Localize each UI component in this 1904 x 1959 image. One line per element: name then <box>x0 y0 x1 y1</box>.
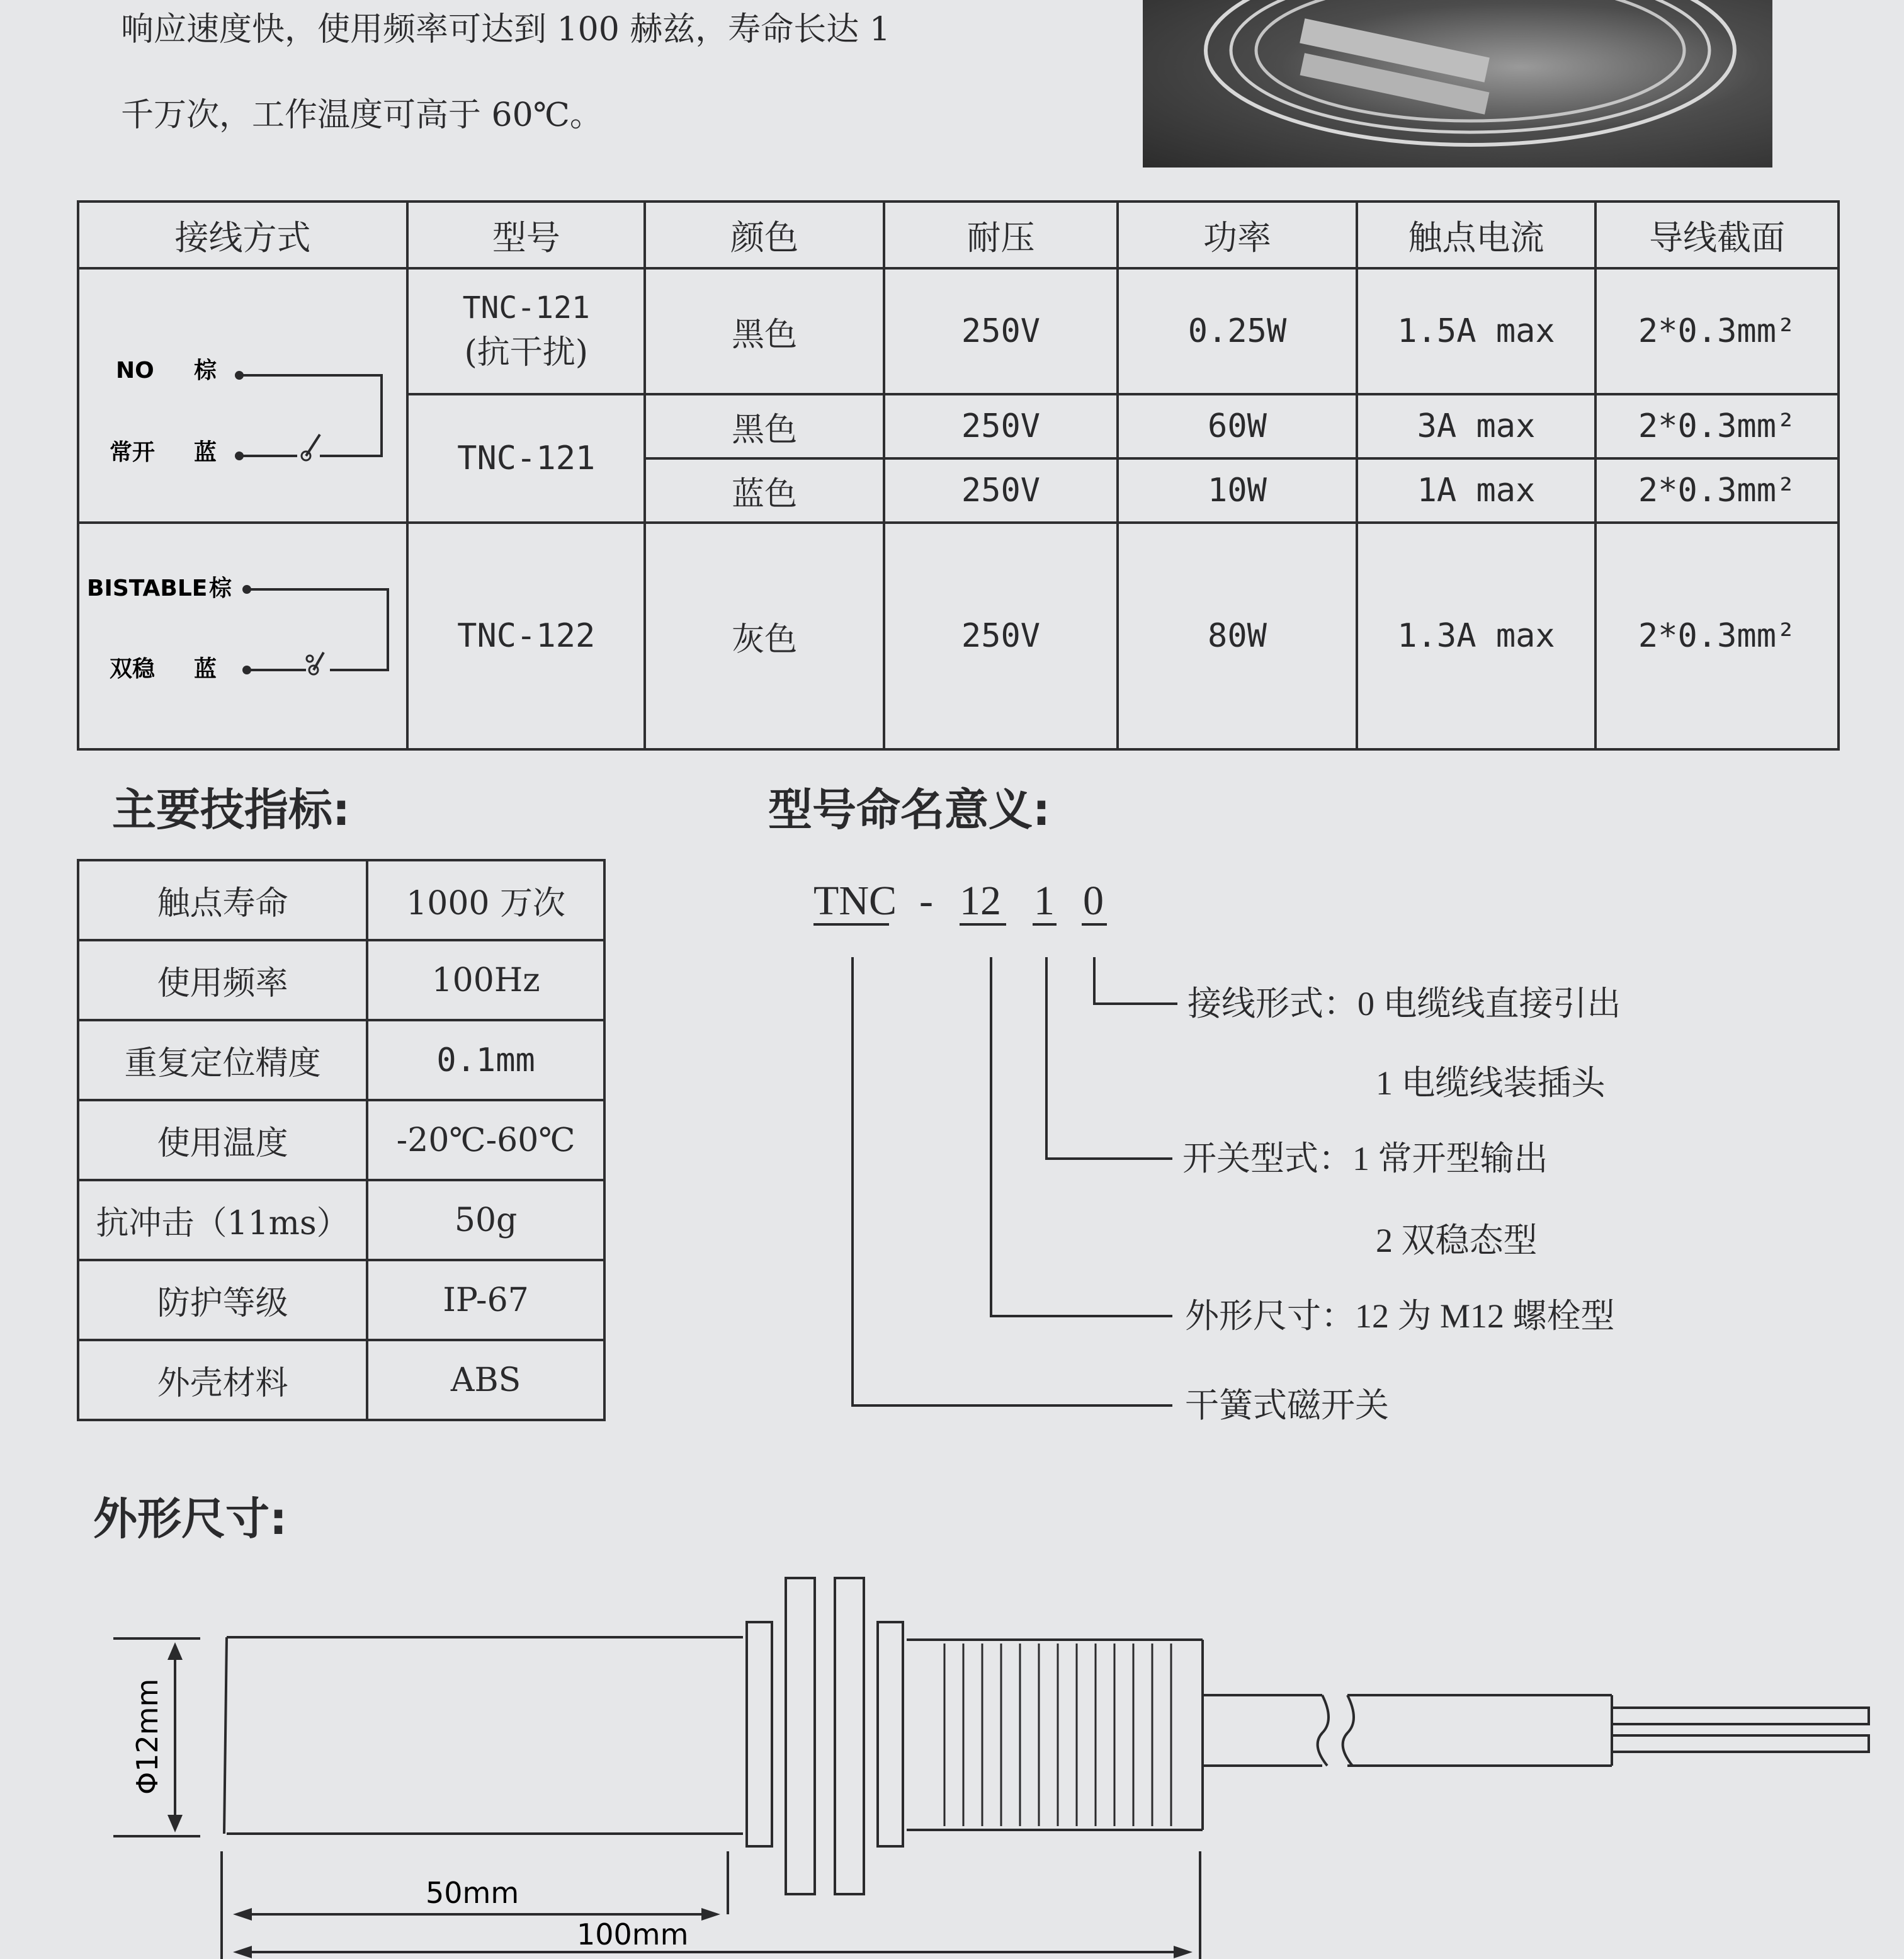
tech-key: 重复定位精度 <box>78 1020 367 1100</box>
intro-line-2: 千万次，工作温度可高于 60℃。 <box>121 96 603 134</box>
tech-row <box>78 860 604 940</box>
brown-wire-label: 棕 <box>194 358 217 383</box>
row2-model: TNC-121 <box>407 394 645 523</box>
row2b-voltage: 250V <box>884 458 1118 523</box>
row3-voltage: 250V <box>884 523 1118 749</box>
code-dash: - <box>919 878 933 924</box>
row2a-power: 60W <box>1118 394 1357 458</box>
tech-key: 抗冲击（11ms） <box>78 1180 367 1260</box>
bistable-cn-label: 双稳 <box>110 656 156 682</box>
blue-wire-label: 蓝 <box>194 440 217 465</box>
dimension-drawing <box>0 1562 1904 1959</box>
header-section: 导线截面 <box>1595 202 1839 268</box>
desc-wiring: 接线形式：0 电缆线直接引出 <box>1187 985 1621 1023</box>
normally-open-label: 常开 <box>110 440 156 465</box>
tech-row <box>78 1100 604 1180</box>
wiring-no-cell <box>78 268 407 523</box>
tech-value: IP-67 <box>367 1260 604 1340</box>
header-model: 型号 <box>407 202 645 268</box>
row1-color: 黑色 <box>645 268 883 394</box>
code-size: 12 <box>960 878 1001 924</box>
row2a-section: 2*0.3mm² <box>1595 394 1839 458</box>
brown-wire-label-2: 棕 <box>209 576 232 601</box>
no-label: NO <box>116 358 154 383</box>
spec-header-row <box>78 202 1839 268</box>
tech-value: 50g <box>367 1180 604 1260</box>
tech-key: 使用温度 <box>78 1100 367 1180</box>
desc-type: 干簧式磁开关 <box>1185 1387 1389 1424</box>
tech-value: ABS <box>367 1340 604 1420</box>
tech-row <box>78 940 604 1020</box>
tech-heading: 主要技指标: <box>112 784 350 836</box>
tech-key: 防护等级 <box>78 1260 367 1340</box>
bistable-switch-diagram <box>79 524 407 748</box>
code-wiring: 0 <box>1083 878 1104 924</box>
tech-row <box>78 1260 604 1340</box>
row2b-current: 1A max <box>1357 458 1595 523</box>
desc-switch-2: 2 双稳态型 <box>1376 1222 1538 1259</box>
intro-line-1: 响应速度快，使用频率可达到 100 赫兹，寿命长达 1 <box>121 11 890 48</box>
row2b-power: 10W <box>1118 458 1357 523</box>
row3-current: 1.3A max <box>1357 523 1595 749</box>
desc-wiring-1: 1 电缆线装插头 <box>1376 1064 1606 1102</box>
length-100-label: 100mm <box>577 1917 689 1951</box>
row1-model-text: TNC-121 <box>462 290 590 326</box>
tech-value: 0.1mm <box>367 1020 604 1100</box>
header-color: 颜色 <box>645 202 883 268</box>
row1-current: 1.5A max <box>1357 268 1595 394</box>
length-50-label: 50mm <box>426 1876 519 1910</box>
row3-power: 80W <box>1118 523 1357 749</box>
header-voltage: 耐压 <box>884 202 1118 268</box>
tech-row <box>78 1020 604 1100</box>
desc-size: 外形尺寸：12 为 M12 螺栓型 <box>1185 1297 1615 1335</box>
row2a-color: 黑色 <box>645 394 883 458</box>
row2a-current: 3A max <box>1357 394 1595 458</box>
spec-row-1 <box>78 268 1839 394</box>
bistable-label: BISTABLE <box>87 576 208 601</box>
naming-heading: 型号命名意义: <box>768 784 1050 836</box>
no-switch-diagram <box>79 270 407 521</box>
row1-model-note: (抗干扰) <box>464 333 589 372</box>
code-switch: 1 <box>1034 878 1055 924</box>
product-photo <box>1143 0 1772 168</box>
spec-table <box>77 200 1840 751</box>
tech-value: 100Hz <box>367 940 604 1020</box>
tech-value: -20℃-60℃ <box>367 1100 604 1180</box>
header-power: 功率 <box>1118 202 1357 268</box>
row2a-voltage: 250V <box>884 394 1118 458</box>
row2b-section: 2*0.3mm² <box>1595 458 1839 523</box>
spec-row-3 <box>78 523 1839 749</box>
wiring-bistable-cell <box>78 523 407 749</box>
dimension-heading: 外形尺寸: <box>93 1493 287 1545</box>
tech-key: 触点寿命 <box>78 860 367 940</box>
tech-value: 1000 万次 <box>367 860 604 940</box>
row1-model <box>407 268 645 394</box>
tech-key: 使用频率 <box>78 940 367 1020</box>
row3-color: 灰色 <box>645 523 883 749</box>
tech-table <box>77 859 606 1421</box>
diameter-label: Φ12mm <box>130 1678 164 1795</box>
header-current: 触点电流 <box>1357 202 1595 268</box>
tech-row <box>78 1340 604 1420</box>
code-tnc: TNC <box>813 878 897 924</box>
row1-voltage: 250V <box>884 268 1118 394</box>
row1-section: 2*0.3mm² <box>1595 268 1839 394</box>
tech-key: 外壳材料 <box>78 1340 367 1420</box>
row3-section: 2*0.3mm² <box>1595 523 1839 749</box>
row2b-color: 蓝色 <box>645 458 883 523</box>
row3-model: TNC-122 <box>407 523 645 749</box>
header-wiring: 接线方式 <box>78 202 407 268</box>
naming-diagram <box>787 869 1731 1436</box>
cable-coil-image <box>1143 0 1772 168</box>
blue-wire-label-2: 蓝 <box>194 656 217 682</box>
row1-power: 0.25W <box>1118 268 1357 394</box>
desc-switch: 开关型式：1 常开型输出 <box>1182 1140 1548 1178</box>
tech-row <box>78 1180 604 1260</box>
